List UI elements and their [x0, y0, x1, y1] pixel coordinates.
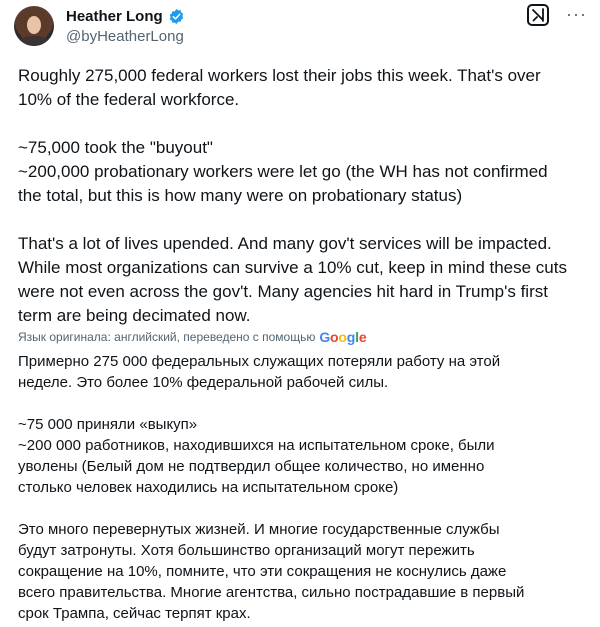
- tweet-text-original: [18, 64, 586, 352]
- author-name-row: [66, 8, 185, 25]
- avatar[interactable]: [14, 6, 54, 46]
- translation-note: Язык оригинала: английский, переведено с помощью: [18, 330, 316, 344]
- author-display-name[interactable]: Heather Long: [66, 8, 163, 25]
- tweet-text-translated: [18, 351, 586, 627]
- original-paragraph-1: Roughly 275,000 federal workers lost their jobs this week. That's over 10% of the federal workforce.: [18, 66, 541, 109]
- author-handle[interactable]: @byHeatherLong: [66, 28, 184, 45]
- grok-icon: [531, 8, 545, 22]
- original-paragraph-2: ~75,000 took the "buyout" ~200,000 probationary workers were let go (the WH has not confirmed the total, but this is how many were on probationary status): [18, 138, 548, 205]
- translated-paragraph-3: Это много перевернутых жизней. И многие государственные службы будут затронуты. Хотя большинство организаций могут пережить сокращение на 10%, помните, что эти сокращения не коснулись даже всего правительства. Многие агентства, сильно пострадавшие в первый срок Трампа, сейчас терпят крах.: [18, 521, 525, 622]
- original-paragraph-3: That's a lot of lives upended. And many gov't services will be impacted. While most organizations can survive a 10% cut, keep in mind these cuts were not even across the gov't. Many agencies hit hard in Trump's first term are being decimated now.: [18, 234, 567, 325]
- verified-badge-icon: [168, 8, 185, 25]
- more-options-icon[interactable]: ···: [566, 4, 587, 24]
- grok-button[interactable]: [527, 4, 549, 26]
- translated-paragraph-1: Примерно 275 000 федеральных служащих потеряли работу на этой неделе. Это более 10% федеральной рабочей силы.: [18, 353, 501, 391]
- translated-paragraph-2: ~75 000 приняли «выкуп» ~200 000 работников, находившихся на испытательном сроке, были уволены (Белый дом не подтвердил общее количество, но именно столько человек находились на испытательном сроке): [18, 416, 495, 496]
- translation-attribution[interactable]: [18, 329, 366, 345]
- google-logo: Google: [319, 329, 367, 345]
